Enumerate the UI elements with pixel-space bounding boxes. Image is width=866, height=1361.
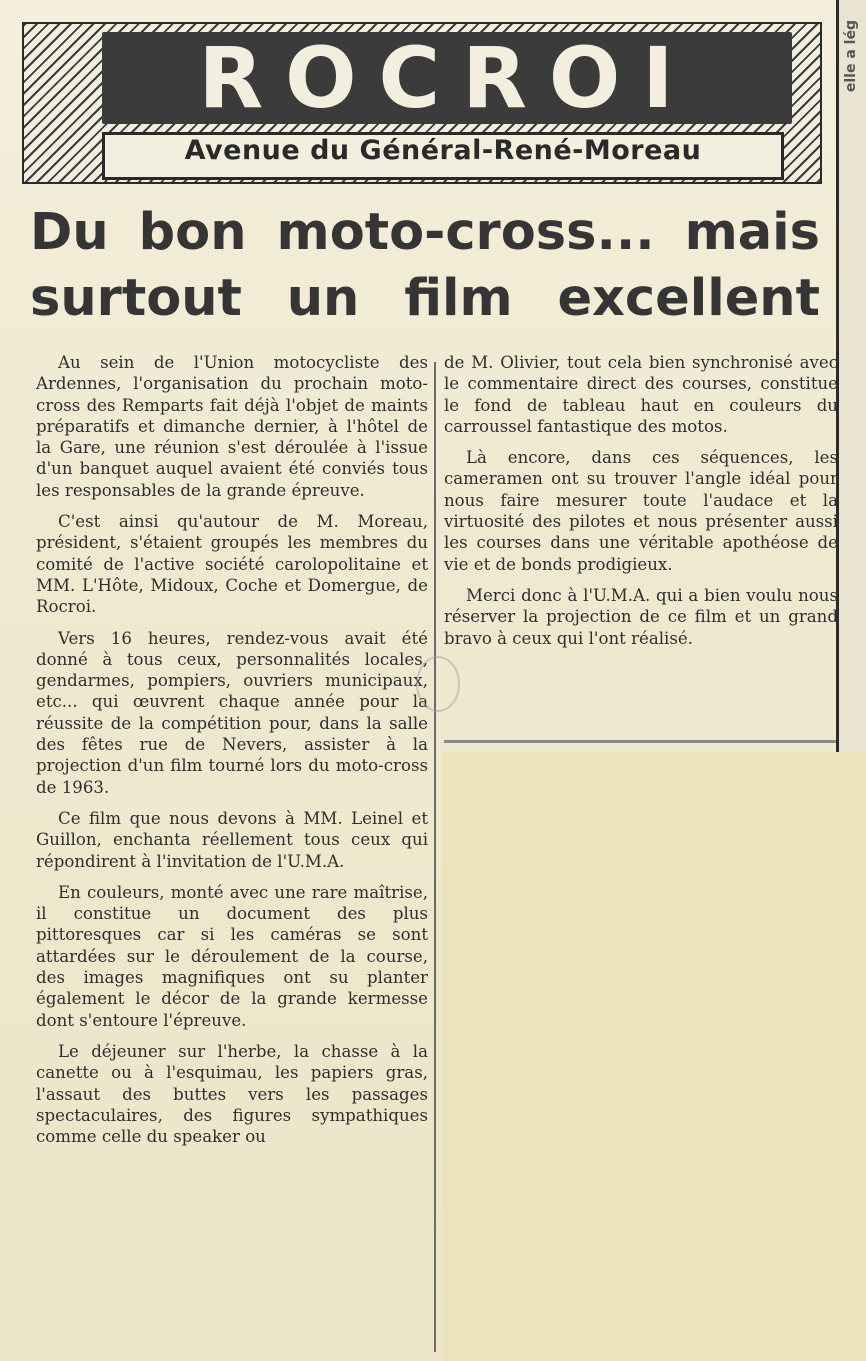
adjacent-column-edge: [836, 0, 866, 760]
column-divider: [434, 362, 436, 1352]
paragraph: Ce film que nous devons à MM. Leinel et Guillon, enchanta réellement tous ceux qui répondirent à l'invitation de l'U.M.A.: [36, 808, 428, 871]
article-headline: Du bon moto-cross... mais surtout un film excellent: [30, 203, 820, 328]
article-column-left: [36, 352, 428, 1157]
street-subtitle: Avenue du Général-René-Moreau: [184, 135, 702, 166]
paragraph: Le déjeuner sur l'herbe, la chasse à la canette ou à l'esquimau, les papiers gras, l'assaut des buttes vers les passages spectaculaires, des figures sympathiques comme celle du speaker ou: [36, 1041, 428, 1147]
blank-area: [442, 752, 866, 1361]
title-plate: [102, 29, 792, 127]
paragraph: Au sein de l'Union motocycliste des Ardennes, l'organisation du prochain moto-cross des Remparts fait déjà l'objet de maints préparatifs et dimanche dernier, à l'hôtel de la Gare, une réunion s'est déroulée à l'issue d'un banquet auquel avaient été conviés tous les responsables de la grande épreuve.: [36, 353, 428, 500]
column-end-rule: [444, 740, 836, 743]
article-column-right: [444, 352, 838, 659]
town-title: ROCROI: [198, 29, 696, 127]
paragraph: C'est ainsi qu'autour de M. Moreau, président, s'étaient groupés les membres du comité de l'active société carolopolitaine et MM. L'Hôte, Midoux, Coche et Domergue, de Rocroi.: [36, 512, 428, 617]
masthead: [22, 22, 822, 184]
paragraph: Vers 16 heures, rendez-vous avait été donné à tous ceux, personnalités locales, gendarmes, pompiers, ouvriers municipaux, etc... qui œuvrent chaque année pour la réussite de la compétition pour, dans la salle des fêtes rue de Nevers, assister à la projection d'un film tourné lors du moto-cross de 1963.: [36, 628, 428, 797]
paragraph: Merci donc à l'U.M.A. qui a bien voulu nous réserver la projection de ce film et un grand bravo à ceux qui l'ont réalisé.: [444, 585, 838, 648]
subtitle-plate: [102, 132, 784, 180]
watermark-stamp: [416, 656, 460, 712]
paragraph: Là encore, dans ces séquences, les cameramen ont su trouver l'angle idéal pour nous faire mesurer toute l'audace et la virtuosité des pilotes et nous présenter aussi les courses dans une véritable apothéose de vie et de bonds prodigieux.: [444, 448, 838, 574]
paragraph: de M. Olivier, tout cela bien synchronisé avec le commentaire direct des courses, constitue le fond de tableau haut en couleurs du carroussel fantastique des motos.: [444, 353, 838, 436]
paragraph: En couleurs, monté avec une rare maîtrise, il constitue un document des plus pittoresques car si les caméras se sont attardées sur le déroulement de la course, des images magnifiques ont su planter également le décor de la grande kermesse dont s'entoure l'épreuve.: [36, 882, 428, 1030]
adjacent-column-text: elle a lég: [843, 20, 859, 93]
